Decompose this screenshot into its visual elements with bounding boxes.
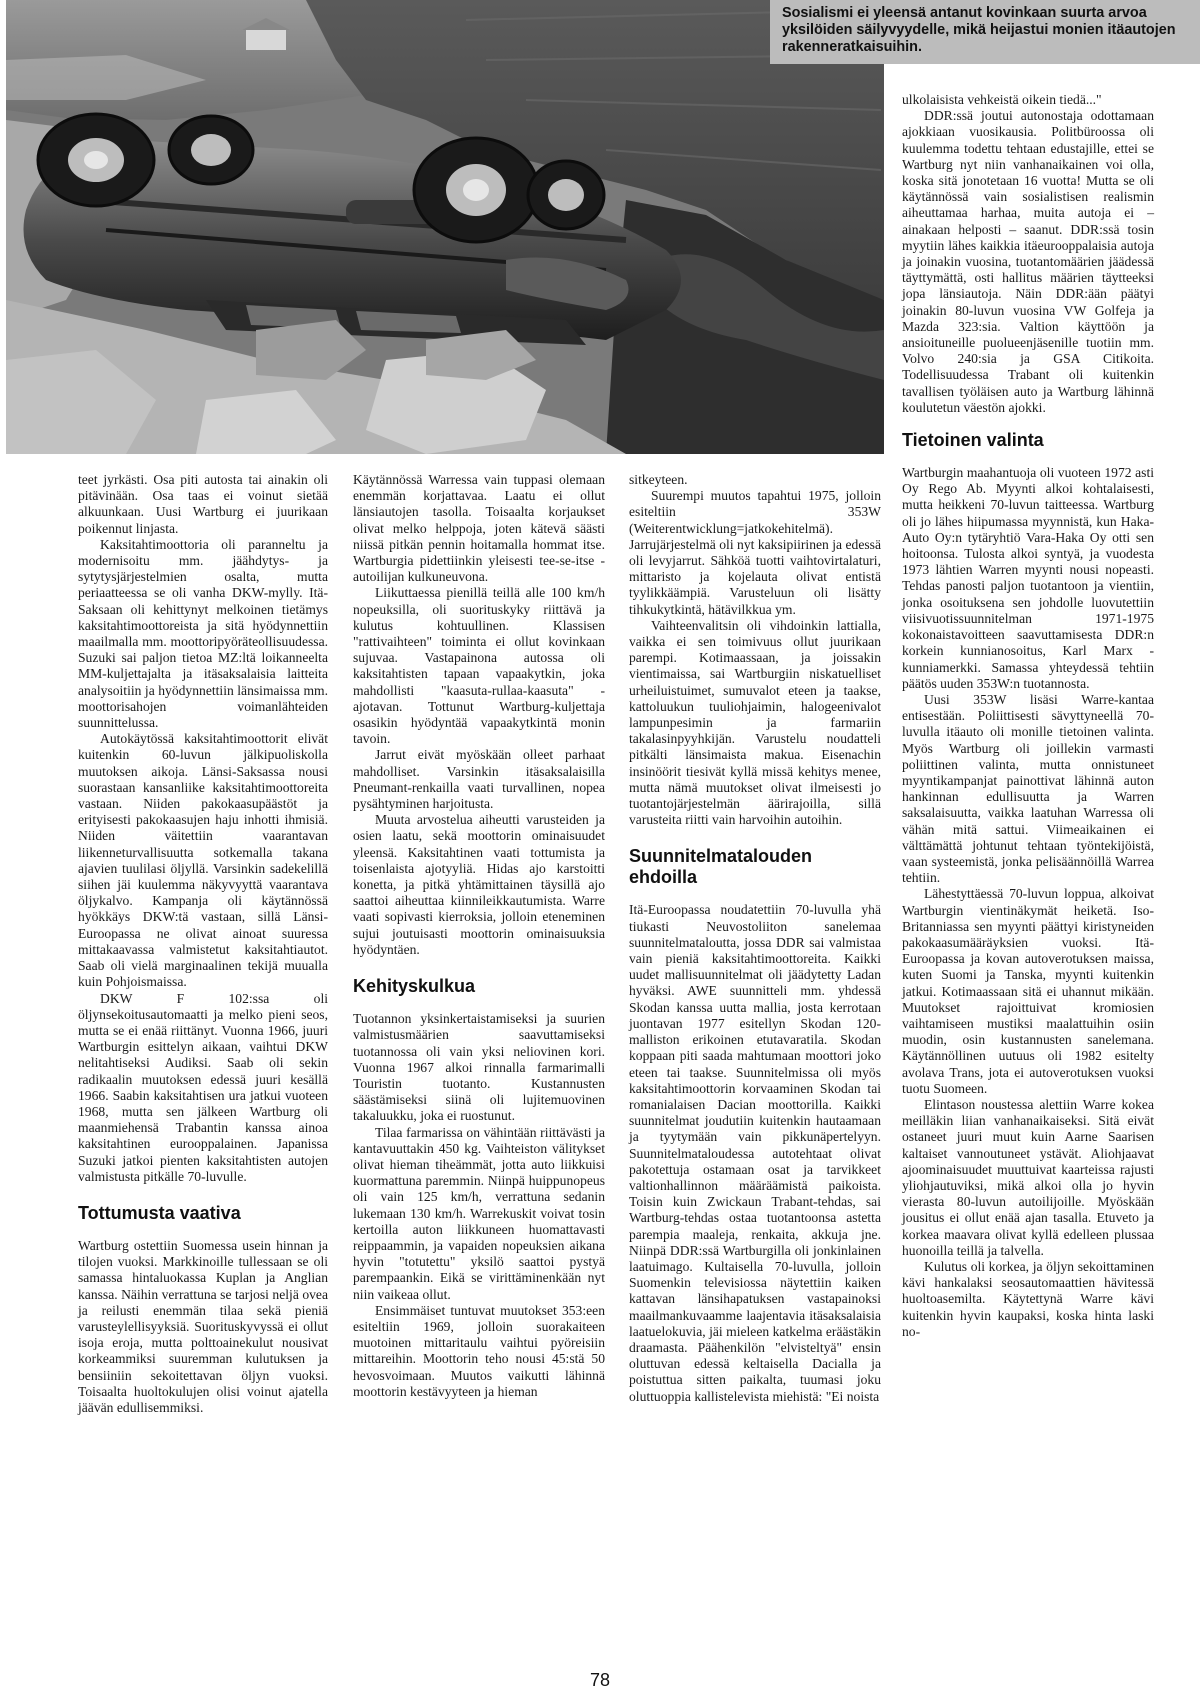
paragraph: Tilaa farmarissa on vähintään riittävästi ja kantavuuttakin 450 kg. Vaihteiston välitykset olivat hieman tiheämmät, jotta auto liikkuisi kuormattuna paremmin. Niinpä huippunopeus oli vain 125 km/h, verrattuna sedanin lukemaan 130 km/h. Warrekuskit voivat tosin kertoilla auton liikkuneen huomattavasti reippaammin, ja vapaiden nopeuksien aikana hyvin "totutettu" yksilö saattoi pystyä parempaankin. Eikä se virittäminenkään nyt niin vaikeaa ollut.	[353, 1124, 605, 1302]
paragraph: teet jyrkästi. Osa piti autosta tai ainakin oli pitävinään. Osa taas ei voinut sietää alkuunkaan. Uusi Wartburg ei juurikaan poikennut linjasta.	[78, 472, 328, 536]
section-heading: Suunnitelmatalouden ehdoilla	[629, 846, 813, 888]
paragraph: Elintason noustessa alettiin Warre kokea meilläkin liian vanhanaikaiseksi. Sitä eivät ostaneet juuri muut kuin Aarne Saarisen kaltaiset vannoutuneet ystävät. Aliohjaavat ajoominaisuudet muuttuivat kaarteissa rajusti yliohjautuviksi, mikä alkoi olla jo hyvin vierasta 80-luvun autoilijoille. Myöskään jousitus ei ollut enää ajan tasalla. Etuveto ja korkea maavara olivat kyllä edelleen plussaa huonoilla teillä ja talvella.	[902, 1096, 1154, 1258]
paragraph: Autokäytössä kaksitahtimoottorit elivät kuitenkin 60-luvun jälkipuoliskolla muutoksen aikoja. Länsi-Saksassa nousi suorastaan kansanliike kaksitahtimoottoreita vastaan. Niiden pakokaasupäästöt ja erityisesti pakokaasujen haju inhotti ihmisiä. Niiden väitettiin vaarantavan liikenneturvallisuutta sotkemalla takana ajavien tuulilasi öljyllä. Varsinkin sadekelillä siihen jäi kuulemma näkyvyyttä vaarantava öljykalvo. Kampanja oli käytännössä hyökkäys DKW:tä vastaan, sillä Länsi-Euroopassa ne olivat ainoat suuressa mittakaavassa valmistetut kaksitahtiautot. Saab oli vielä marginaalinen tekijä muualla kuin Pohjoismaissa.	[78, 731, 328, 990]
paragraph: Suurempi muutos tapahtui 1975, jolloin esiteltiin 353W (Weiterentwicklung=jatkokehitelmä). Jarrujärjestelmä oli nyt kaksipiirinen ja edessä oli levyjarrut. Sähköä tuotti vaihtovirtalaturi, mittaristo ja kojelauta olivat entistä tyylikkäämpiä. Varusteluun oli lisätty tihkukytkintä, hätävilkkua ym.	[629, 488, 881, 617]
paragraph: Itä-Euroopassa noudatettiin 70-luvulla yhä tiukasti Neuvostoliiton sanelemaa suunnitelmataloutta, jossa DDR sai valmistaa vain pieniä kaksitahtimoottoreita. Kaikki uudet mallisuunnitelmat oli jäädytetty Ladan hyväksi. AWE suunnitteli mm. yhdessä Skodan kanssa uutta mallia, josta kerrotaan juontavan 1977 esitellyn Skodan 120-malliston erikoinen etutavaratila. Skodan koppaan piti saada mahtumaan moottori joko eteen tai taakse. Suunnitelmissa oli myös kaksitahtimoottorin korvaaminen Skodan tai romanialaisen Dacian moottorilla. Kaikki suunnitelmat joudutiin kuitenkin hautaamaan ja tyytymään vain pikkunäpertelyyn. Suunnitelmataloudessa autotehtaat olivat pakotettuja ostamaan osat ja tarvikkeet valtionhallinnon määräämistä paikoista. Toisin kuin Zwickaun Trabant-tehdas, sai Wartburg-tehdas ostaa tuotantoonsa astetta parempia maaleja, renkaita, akkuja jne. Niinpä DDR:ssä Wartburgilla oli jonkinlainen laatuimago. Kultaisella 70-luvulla, jolloin Suomenkin televisiossa näytettiin kaiken kattavan länsihapatuksen vastapainoksi maailmankuvaamme laajentavia itäsaksalaisia laatuelokuvia, jäi mieleen katkelma eräästäkin draamasta. Päähenkilön "elvisteltyä" ensin oluttuvan edessä keltaisella Dacialla ja poistuttua sitten paikalta, tuumasi joku oluttuoppia kallistelevista miehistä: "Ei noista	[629, 902, 881, 1404]
section-heading: Tietoinen valinta	[902, 430, 1044, 451]
section-heading: Kehityskulkua	[353, 976, 476, 997]
paragraph: Vaihteenvalitsin oli vihdoinkin lattialla, vaikka ei sen toimivuus ollut juurikaan parempi. Kotimaassaan, ja joissakin vientimaissa, sai Wartburgiin niskatuelliset urheiluistuimet, sumuvalot eteen ja taakse, kattoluukun tuuliohjaimin, halogeenivalot lampunpesimin ja farmariin takalasinpyyhkijän. Varustelu noudatteli pitkälti länsimaista makua. Eisenachin insinöörit tiesivät kyllä missä kehitys menee, mutta nämä muutokset olivat ilmeisesti jo tuotantojärjestelmän äärirajoilla, sillä varusteita riitti vain harvoihin autoihin.	[629, 617, 881, 828]
photo-caption: Sosialismi ei yleensä antanut kovinkaan suurta arvoa yksilöiden säilyvyydelle, mikä heijastui monien itäautojen rakenneratkaisuihin.	[770, 0, 1200, 64]
paragraph: Käytännössä Warressa vain tuppasi olemaan enemmän korjattavaa. Laatu ei ollut länsiautojen tasolla. Toisaalta korjaukset olivat melko helppoja, joten kätevä säästi niissä pitkän pennin hoitamalla hommat itse. Wartburgia pidettiinkin yleisesti tee-se-itse -autoilijan kulkuneuvona.	[353, 472, 605, 585]
paragraph: sitkeyteen.	[629, 472, 688, 487]
paragraph: Tuotannon yksinkertaistamiseksi ja suurien valmistusmäärien saavuttamiseksi tuotannossa oli vain yksi neliovinen kori. Vuonna 1967 alkoi rinnalla farmarimalli Touristin tuotanto. Kustannusten säästämiseksi siinä oli lujitemuovinen takaluukku, joka ei ruostunut.	[353, 1011, 605, 1124]
paragraph: Kulutus oli korkea, ja öljyn sekoittaminen kävi hankalaksi seosautomaattien hävitessä huoltoasemilta. Käytettynä Warre kävi kuitenkin hyvin kaupaksi, koska hinta laski no-	[902, 1259, 1154, 1339]
overturned-car-photo	[6, 0, 884, 454]
section-heading: Tottumusta vaativa	[78, 1202, 241, 1223]
paragraph: Lähestyttäessä 70-luvun loppua, alkoivat Wartburgin vientinäkymät heiketä. Iso-Britanniassa sen myynti päättyi kiristyneiden pakokaasumääräyksien vuoksi. Itä-Euroopassa ja kovan autoverotuksen maissa, kuten Suomi ja Tanska, myynti kuitenkin jatkui. Kotimaassaan sitä ei uhannut mikään. Muutokset rajoittuivat kromiosien vaihtamiseen mustiksi maalattuihin osiin muodin, osin kustannusten sanelemana. Käytännöllinen uutuus oli 1982 esitelty avolava Trans, jota ei autoverotuksen vuoksi tuotu Suomeen.	[902, 886, 1154, 1096]
paragraph: ulkolaisista vehkeistä oikein tiedä..."	[902, 92, 1102, 107]
text-column-4	[902, 92, 1154, 1340]
page-number: 78	[589, 1670, 611, 1690]
paragraph: DKW F 102:ssa oli öljynsekoitusautomaatti ja melko pieni seos, mutta se ei enää riittänyt. Vuonna 1966, juuri Wartburgin esittelyn aikaan, vaihtui DKW nelitahtiseksi Audiksi. Saab oli sekin radikaalin muutoksen edessä juuri kesällä 1966. Saabin kaksitahtisen ura jatkui vuoteen 1968, mutta sen jälkeen Wartburg oli maanmiehensä Trabantin kanssa ainoa kaksitahtinen eurooppalainen. Japanissa Suzuki jatkoi pienten kaksitahtisten autojen valmistusta pitkälle 70-luvulle.	[78, 990, 328, 1184]
paragraph: Muuta arvostelua aiheutti varusteiden ja osien laatu, sekä moottorin ominaisuudet yleensä. Kaksitahtinen vaati tottumista ja toisenlaista ajotyyliä. Hidas ajo karstoitti konetta, ja pitkä yhtämittainen täysillä ajo saattoi aiheuttaa kiinnileikkautumista. Warre vaati sopivasti kierroksia, jolloin eteneminen sujui joutuisasti moottorin ominaisuuksia hyödyntäen.	[353, 812, 605, 957]
paragraph: Liikuttaessa pienillä teillä alle 100 km/h nopeuksilla, oli suorituskyky riittävä ja kulutus kohtuullinen. Klassisen "rattivaihteen" toiminta ei ollut kovinkaan sujuvaa. Vastapainona autossa oli kaksitahtisten tapaan vapaakytkin, joka mahdollisti "kaasuta-rullaa-kaasuta" -ajotavan. Tottunut Wartburg-kuljettaja osasikin hyödyntää vapaakytkintä monin tavoin.	[353, 585, 605, 747]
paragraph: DDR:ssä joutui autonostaja odottamaan ajokkiaan vuosikausia. Politbüroossa oli kuulemma todettu tehtaan edustajille, ettei se Wartburg nyt niin vanhanaikainen voi olla, koska sitä jonotetaan 16 vuotta! Mutta se oli käytännössä vain sosialistisen realismin aiheuttamaa harhaa, muita autoja ei – ainakaan helposti – saanut. DDR:ssä tosin myytiin lähes kaikkia itäeurooppalaisia autoja ja joinakin vuosina, tuotantomäärien jäädessä täyttymättä, osti hallitus määrien täytteeksi jopa länsiautoja. Näin DDR:ään päätyi joinakin 80-luvun vuosina VW Golfeja ja Mazda 323:sia. Valtion käyttöön ja ansioituneille puolueenjäsenille tuotiin mm. Volvo 240:sia ja GSA Citikoita. Todellisuudessa Trabant oli kuitenkin tavallisen työläisen auto ja Wartburg lähinnä koulutetun väestön ajokki.	[902, 108, 1154, 415]
paragraph: Jarrut eivät myöskään olleet parhaat mahdolliset. Varsinkin itäsaksalaisilla Pneumant-renkailla vaati turvallinen, nopea pysähtyminen harjoitusta.	[353, 747, 605, 812]
paragraph: Wartburgin maahantuoja oli vuoteen 1972 asti Oy Rego Ab. Myynti alkoi kohtalaisesti, mutta heikkeni 70-luvun taitteessa. Wartburg oli jo lähes hiipumassa myynnistä, kun Haka-Auto Oy:n tytäryhtiö Vara-Haka Oy otti sen hoitoonsa. Tulosta alkoi syntyä, ja vuodesta 1973 lähtien Warren myynti nousi nopeasti. Tehdas panosti paljon tuotantoon ja vientiin, jonka osoituksena sen johdolle luovutettiin viisivuotissuunnitelman 1971-1975 kokonaistavoitteen saavuttamisesta DDR:n korkein kunnianosoitus, Karl Marx -kunniamerkki. Samassa yhteydessä tehtiin päätös uuden 353W:n tuotannosta.	[902, 465, 1154, 691]
paragraph: Wartburg ostettiin Suomessa usein hinnan ja tilojen vuoksi. Markkinoille tullessaan se oli samassa hintaluokassa Kuplan ja Anglian kanssa. Näihin verrattuna se tarjosi neljä ovea ja reilusti enemmän tilaa sekä pieniä varusteylellisyyksiä. Suorituskyvyssä ei ollut isoja eroja, mutta polttoainekulut nousivat korkeammiksi suuremman kulutuksen ja bensiiniin sekoitettavan öljyn vuoksi. Toisaalta huoltokulujen olisi voinut ajatella jäävän edullisemmiksi.	[78, 1237, 328, 1415]
paragraph: Uusi 353W lisäsi Warre-kantaa entisestään. Poliittisesti sävyttyneellä 70-luvulla itäauto oli monille tietoinen valinta. Myös Wartburg oli joillekin varmasti poliittinen valinta, mutta onnistuneet myyntikampanjat painottivat lähinnä auton hankinnan edullisuutta ja Warren saksalaisuutta, vaikka laatuhan Warressa oli vähän mitä sattui. Viimeaikainen ei välttämättä johtunut tehtaan työntekijöistä, vaan systeemistä, jonka pelisäännöillä Warrea tehtiin.	[902, 691, 1154, 886]
text-column-3	[629, 472, 881, 1405]
paragraph: Kaksitahtimoottoria oli paranneltu ja modernisoitu mm. jäähdytys- ja sytytysjärjestelmien osalta, mutta periaatteessa se oli vanha DKW-mylly. Itä-Saksaan oli kehittynyt melkoinen tietämys kaksitahtimoottoreista ja sitä hyödynnettiin maailmalla mm. moottoripyöräteollisuudessa. Suzuki sai paljon tietoa MZ:ltä loikanneelta MM-kuljettajalta ja itäsaksalaisia laitteita analysoitiin ja hyödynnettiin länsimaissa mm. moottorisahojen voimanlähteiden suunnittelussa.	[78, 536, 328, 731]
paragraph: Ensimmäiset tuntuvat muutokset 353:een esiteltiin 1969, jolloin suorakaiteen muotoinen mittaritaulu vaihtui pyöreisiin mittareihin. Moottorin teho nousi 45:stä 50 hevosvoimaan. Muutos vaikutti lähinnä moottorin kestävyyteen ja hieman	[353, 1302, 605, 1399]
text-column-2	[353, 472, 605, 1400]
text-column-1	[78, 472, 328, 1416]
